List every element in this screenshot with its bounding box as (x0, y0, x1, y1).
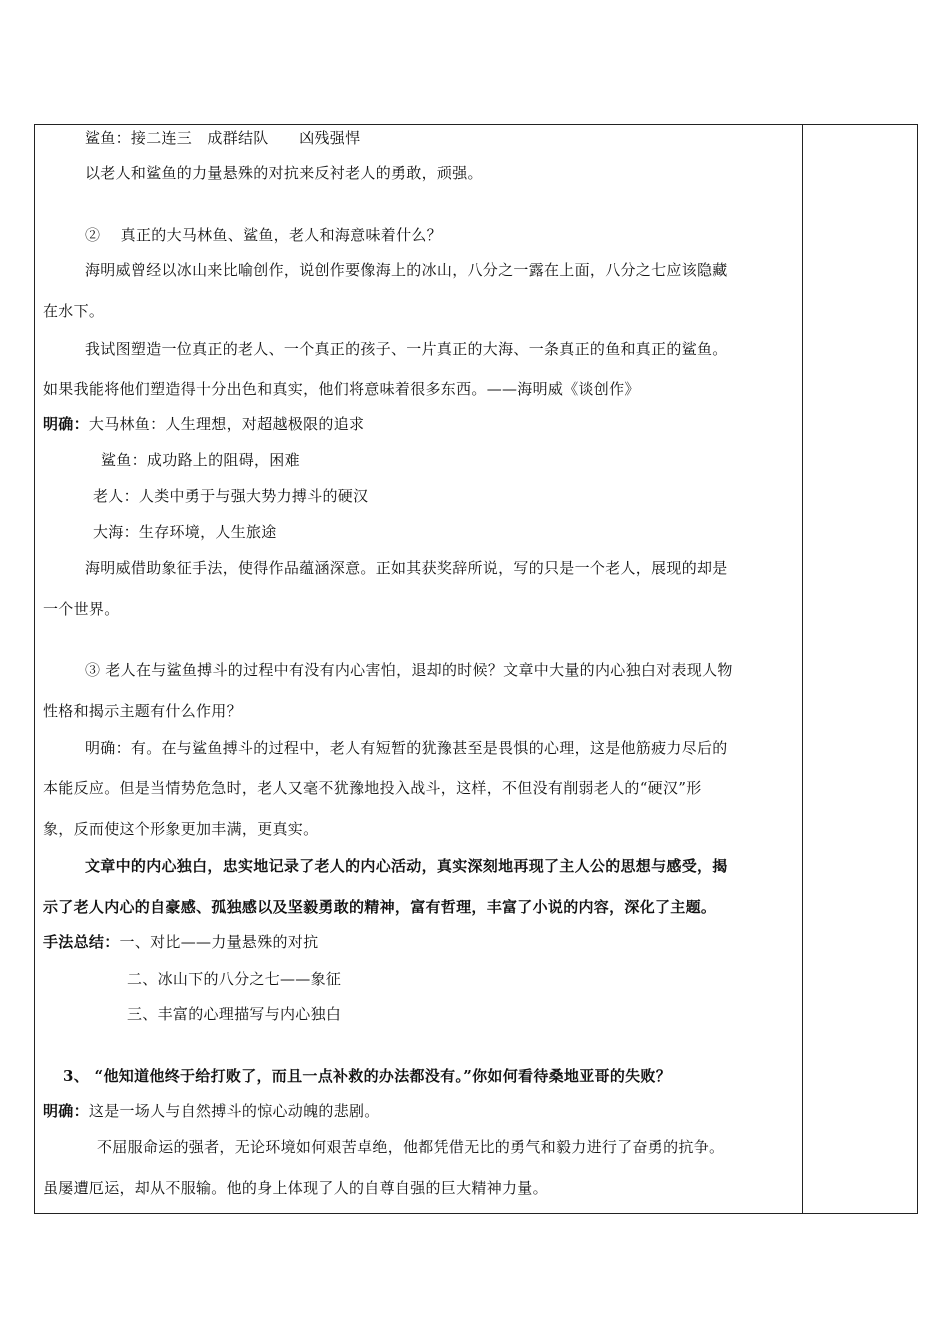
text-line: 文章中的内心独白，忠实地记录了老人的内心活动，真实深刻地再现了主人公的思想与感受，揭 (85, 857, 728, 875)
text-line (43, 414, 795, 434)
question-heading: 3、 “他知道他终于给打败了，而且一点补救的办法都没有。”你如何看待桑地亚哥的失败？ (63, 1067, 672, 1085)
text-line: 大海：生存环境，人生旅途 (93, 523, 277, 541)
text-line: 我试图塑造一位真正的老人、一个真正的孩子、一片真正的大海、一条真正的鱼和真正的鲨鱼。 (85, 340, 728, 358)
clarify-label: 明确： (43, 415, 89, 433)
summary-label: 手法总结： (43, 933, 120, 951)
text-span: 一、对比——力量悬殊的对抗 (119, 933, 319, 951)
text-line: 鲨鱼：成功路上的阻碍，困难 (101, 451, 300, 469)
text-line: 海明威借助象征手法，使得作品蕴涵深意。正如其获奖辞所说，写的只是一个老人，展现的却是 (85, 559, 728, 577)
text-line: 如果我能将他们塑造得十分出色和真实，他们将意味着很多东西。——海明威《谈创作》 (43, 380, 640, 398)
text-line (43, 1101, 795, 1121)
text-line: 在水下。 (43, 302, 105, 320)
clarify-label: 明确： (43, 1102, 89, 1120)
text-line: ③ 老人在与鲨鱼搏斗的过程中有没有内心害怕，退却的时候？文章中大量的内心独白对表现人物 (85, 661, 733, 679)
text-line: 不屈服命运的强者，无论环境如何艰苦卓绝，他都凭借无比的勇气和毅力进行了奋勇的抗争。 (97, 1138, 725, 1156)
text-line: 海明威曾经以冰山来比喻创作，说创作要像海上的冰山，八分之一露在上面，八分之七应该隐藏 (85, 261, 728, 279)
text-line: 二、冰山下的八分之七——象征 (127, 970, 342, 988)
text-line: 老人：人类中勇于与强大势力搏斗的硬汉 (93, 487, 369, 505)
text-line: 象，反而使这个形象更加丰满，更真实。 (43, 820, 319, 838)
text-line: 鲨鱼：接二连三 成群结队 凶残强悍 (85, 129, 361, 147)
text-line (43, 932, 795, 952)
text-line: 虽屡遭厄运，却从不服输。他的身上体现了人的自尊自强的巨大精神力量。 (43, 1179, 548, 1197)
text-line: ② 真正的大马林鱼、鲨鱼，老人和海意味着什么？ (85, 226, 442, 244)
text-span: 这是一场人与自然搏斗的惊心动魄的悲剧。 (88, 1102, 380, 1120)
text-line: 三、丰富的心理描写与内心独白 (127, 1005, 342, 1023)
text-line: 以老人和鲨鱼的力量悬殊的对抗来反衬老人的勇敢，顽强。 (85, 164, 483, 182)
text-line: 本能反应。但是当情势危急时，老人又毫不犹豫地投入战斗，这样，不但没有削弱老人的“硬汉”形 (43, 779, 702, 797)
text-line: 示了老人内心的自豪感、孤独感以及坚毅勇敢的精神，富有哲理，丰富了小说的内容，深化了主题。 (43, 898, 717, 916)
text-line: 性格和揭示主题有什么作用？ (43, 702, 242, 720)
text-line: 明确：有。在与鲨鱼搏斗的过程中，老人有短暂的犹豫甚至是畏惧的心理，这是他筋疲力尽后的 (85, 739, 728, 757)
text-span: 大马林鱼：人生理想，对超越极限的追求 (88, 415, 365, 433)
text-line: 一个世界。 (43, 600, 120, 618)
